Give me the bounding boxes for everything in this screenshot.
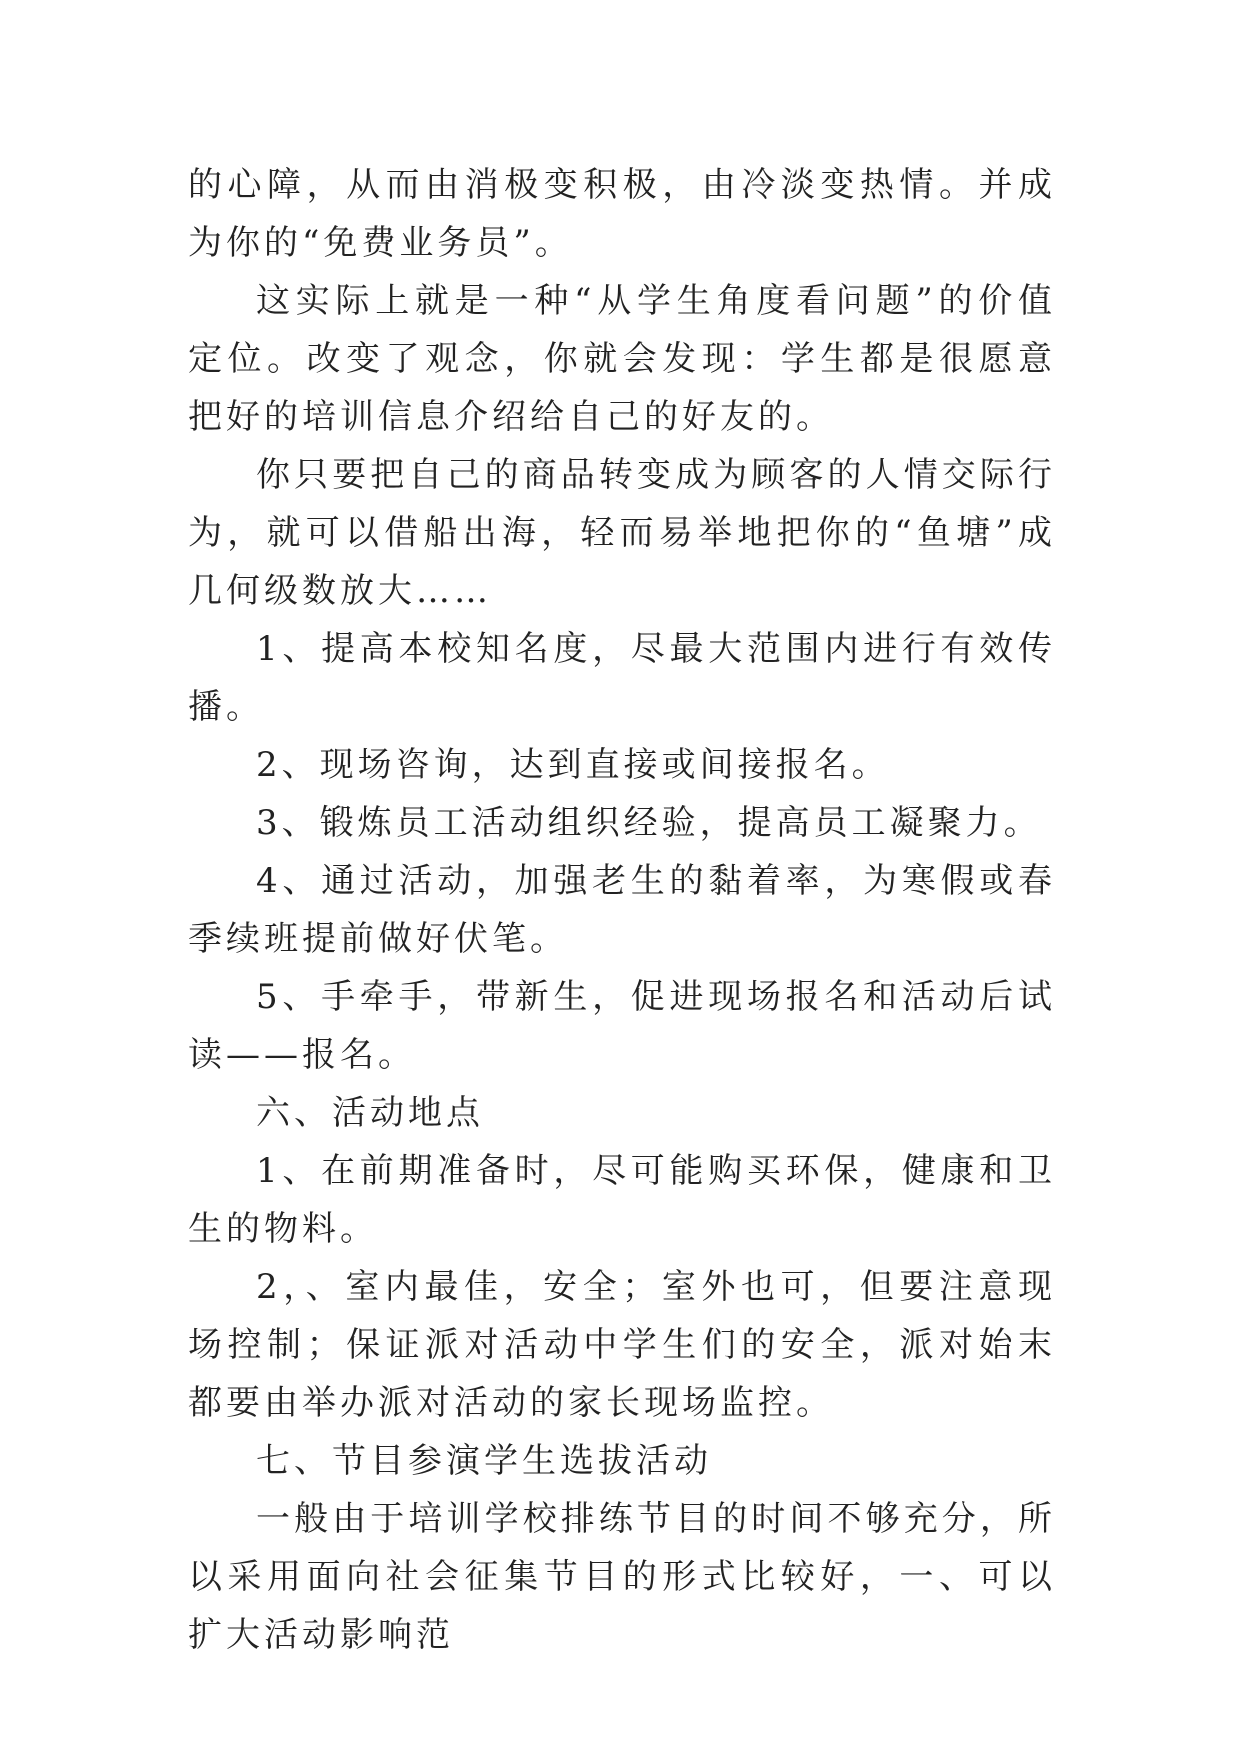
document-body [188, 156, 1056, 1664]
paragraph: 你只要把自己的商品转变成为顾客的人情交际行为，就可以借船出海，轻而易举地把你的“鱼塘”成几何级数放大…… [188, 455, 1056, 611]
section-heading: 七、节目参演学生选拔活动 [256, 1441, 712, 1481]
list-item: 5、手牵手，带新生，促进现场报名和活动后试读——报名。 [188, 977, 1056, 1075]
list-item: 1、提高本校知名度，尽最大范围内进行有效传播。 [188, 629, 1056, 727]
section-heading: 六、活动地点 [256, 1093, 484, 1133]
list-item: 2、现场咨询，达到直接或间接报名。 [256, 745, 890, 785]
paragraph: 这实际上就是一种“从学生角度看问题”的价值定位。改变了观念，你就会发现：学生都是很愿意把好的培训信息介绍给自己的好友的。 [188, 281, 1056, 437]
list-item: 3、锻炼员工活动组织经验，提高员工凝聚力。 [256, 803, 1042, 843]
paragraph: 一般由于培训学校排练节目的时间不够充分，所以采用面向社会征集节目的形式比较好，一、可以扩大活动影响范 [188, 1499, 1056, 1655]
list-item: 1、在前期准备时，尽可能购买环保，健康和卫生的物料。 [188, 1151, 1056, 1249]
list-item: 4、通过活动，加强老生的黏着率，为寒假或春季续班提前做好伏笔。 [188, 861, 1056, 959]
list-item: 2，、室内最佳，安全；室外也可，但要注意现场控制；保证派对活动中学生们的安全，派对始末都要由举办派对活动的家长现场监控。 [188, 1267, 1056, 1423]
paragraph: 的心障，从而由消极变积极，由冷淡变热情。并成为你的“免费业务员”。 [188, 165, 1056, 263]
